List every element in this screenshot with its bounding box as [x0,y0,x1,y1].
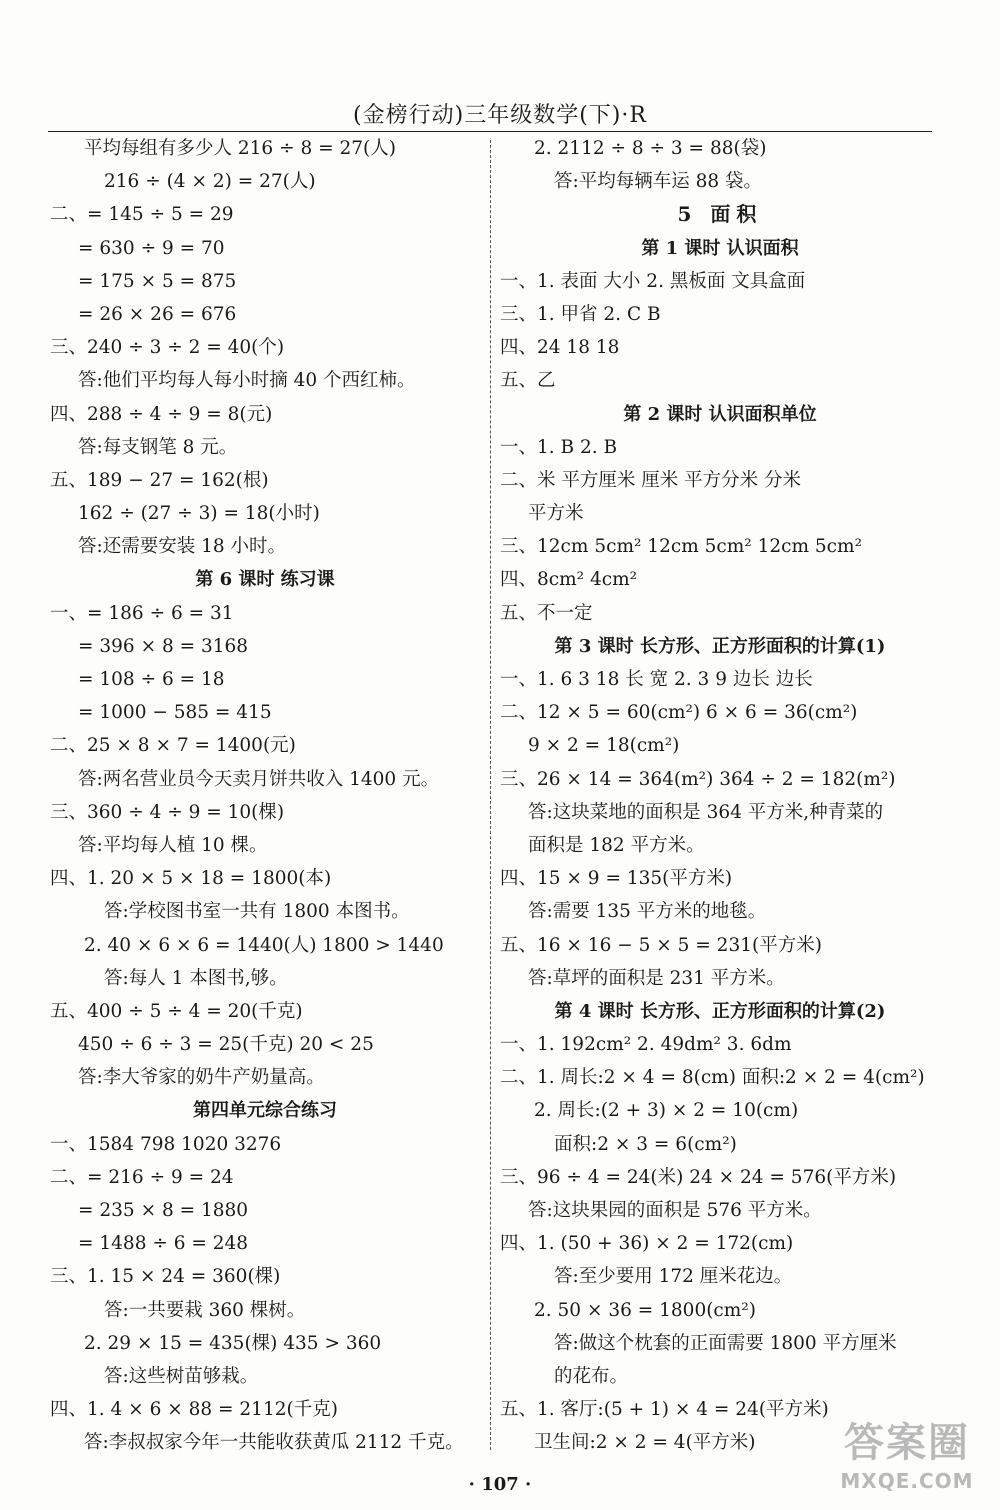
section-heading: 第 4 课时 长方形、正方形面积的计算(2) [554,1000,886,1022]
answer-line: 答:平均每辆车运 88 袋。 [554,171,763,193]
answer-line: 三、1. 15 × 24 = 360(棵) [50,1266,281,1288]
answer-line: 三、96 ÷ 4 = 24(米) 24 × 24 = 576(平方米) [500,1166,897,1188]
answer-line: 平均每组有多少人 216 ÷ 8 = 27(人) [84,138,396,159]
section-heading: 第 3 课时 长方形、正方形面积的计算(1) [554,635,886,657]
answer-line: 的花布。 [554,1365,629,1387]
answer-line: 答:至少要用 172 厘米花边。 [554,1266,793,1288]
section-heading: 第 2 课时 认识面积单位 [623,403,817,425]
answer-line: 二、米 平方厘米 厘米 平方分米 分米 [500,469,802,491]
answer-line: 四、1. 4 × 6 × 88 = 2112(千克) [50,1399,338,1421]
answer-line: 一、= 186 ÷ 6 = 31 [50,602,234,624]
answer-line: 三、240 ÷ 3 ÷ 2 = 40(个) [50,337,285,359]
answer-line: = 235 × 8 = 1880 [78,1200,249,1221]
section-heading: 5 面积 [677,202,763,227]
answer-line: 450 ÷ 6 ÷ 3 = 25(千克) 20 < 25 [78,1034,374,1056]
watermark-logo: 答案圈 [844,1420,970,1466]
answer-line: 面积是 182 平方米。 [528,834,705,856]
answer-line: = 396 × 8 = 3168 [78,635,249,657]
answer-line: 答:李大爷家的奶牛产奶量高。 [78,1067,325,1089]
section-heading: 第 1 课时 认识面积 [641,237,799,259]
answer-line: 三、360 ÷ 4 ÷ 9 = 10(棵) [50,801,285,823]
answer-line: 答:学校图书室一共有 1800 本图书。 [104,901,410,923]
left-column [50,132,480,1460]
answer-line: 答:这块果园的面积是 576 平方米。 [528,1200,822,1221]
answer-line: 五、400 ÷ 5 ÷ 4 = 20(千克) [50,1000,303,1022]
answer-line: 五、16 × 16 − 5 × 5 = 231(平方米) [500,934,822,956]
answer-line: 答:他们平均每人每小时摘 40 个西红柿。 [78,370,416,392]
answer-line: 9 × 2 = 18(cm²) [528,735,680,757]
answer-line: 2. 2112 ÷ 8 ÷ 3 = 88(袋) [534,138,767,159]
answer-line: 五、189 − 27 = 162(根) [50,469,269,491]
answer-line: 答:做这个枕套的正面需要 1800 平方厘米 [554,1332,897,1354]
answer-line: = 1488 ÷ 6 = 248 [78,1233,249,1255]
answer-line: 答:每人 1 本图书,够。 [104,967,288,989]
answer-line: = 1000 − 585 = 415 [78,702,272,724]
answer-line: 二、25 × 8 × 7 = 1400(元) [50,735,296,757]
answer-line: = 26 × 26 = 676 [78,303,237,325]
answer-line: 四、288 ÷ 4 ÷ 9 = 8(元) [50,403,273,425]
answer-line: 二、12 × 5 = 60(cm²) 6 × 6 = 36(cm²) [500,702,858,724]
section-heading: 第 6 课时 练习课 [195,569,335,591]
answer-line: 卫生间:2 × 2 = 4(平方米) [534,1432,756,1454]
answer-line: = 108 ÷ 6 = 18 [78,669,225,690]
answer-line: 四、1. 20 × 5 × 18 = 1800(本) [50,868,332,890]
right-column [500,132,940,1460]
answer-line: 一、1. 192cm² 2. 49dm² 3. 6dm [500,1034,792,1056]
answer-line: = 175 × 5 = 875 [78,270,237,292]
answer-line: 五、乙 [500,370,556,392]
watermark-url: MXQE.COM [840,1469,974,1493]
answer-line: 答:李叔叔家今年一共能收获黄瓜 2112 千克。 [84,1432,464,1454]
answer-line: 面积:2 × 3 = 6(cm²) [554,1133,737,1155]
answer-line: 二、1. 周长:2 × 4 = 8(cm) 面积:2 × 2 = 4(cm²) [500,1067,925,1089]
section-heading: 第四单元综合练习 [193,1100,337,1122]
answer-line: 2. 40 × 6 × 6 = 1440(人) 1800 > 1440 [84,934,444,956]
answer-line: 三、12cm 5cm² 12cm 5cm² 12cm 5cm² [500,536,863,558]
answer-line: 2. 周长:(2 + 3) × 2 = 10(cm) [534,1100,799,1122]
page-number: · 107 · [468,1474,532,1495]
watermark [822,1418,992,1500]
answer-line: 答:每支钢笔 8 元。 [78,436,238,458]
answer-line: 答:还需要安装 18 小时。 [78,536,287,558]
answer-line: 162 ÷ (27 ÷ 3) = 18(小时) [78,503,320,525]
answer-line: 四、8cm² 4cm² [500,569,638,591]
answer-line: 五、1. 客厅:(5 + 1) × 4 = 24(平方米) [500,1399,829,1421]
answer-line: 答:这块菜地的面积是 364 平方米,种青菜的 [528,801,884,823]
answer-line: 2. 29 × 15 = 435(棵) 435 > 360 [84,1332,382,1354]
answer-line: 一、1584 798 1020 3276 [50,1133,282,1155]
answer-line: 三、26 × 14 = 364(m²) 364 ÷ 2 = 182(m²) [500,768,896,790]
answer-line: 216 ÷ (4 × 2) = 27(人) [104,171,316,193]
answer-line: 答:一共要栽 360 棵树。 [104,1299,306,1321]
column-divider [490,140,491,1450]
answer-line: 答:两名营业员今天卖月饼共收入 1400 元。 [78,768,440,790]
answer-line: 一、1. 表面 大小 2. 黑板面 文具盒面 [500,270,806,292]
answer-line: 答:这些树苗够栽。 [104,1365,259,1387]
answer-line: 四、1. (50 + 36) × 2 = 172(cm) [500,1233,794,1255]
answer-line: 一、1. B 2. B [500,436,618,458]
answer-line: 答:需要 135 平方米的地毯。 [528,901,767,923]
answer-line: 四、24 18 18 [500,337,620,359]
answer-line: = 630 ÷ 9 = 70 [78,237,225,259]
answer-line: 五、不一定 [500,602,593,624]
answer-line: 答:平均每人植 10 棵。 [78,834,268,856]
answer-line: 三、1. 甲省 2. C B [500,303,661,325]
answer-line: 二、= 216 ÷ 9 = 24 [50,1166,234,1188]
answer-line: 答:草坪的面积是 231 平方米。 [528,967,785,989]
answer-line: 平方米 [528,503,584,525]
answer-line: 二、= 145 ÷ 5 = 29 [50,204,234,226]
answer-line: 2. 50 × 36 = 1800(cm²) [534,1299,756,1321]
answer-line: 四、15 × 9 = 135(平方米) [500,868,733,890]
answer-line: 一、1. 6 3 18 长 宽 2. 3 9 边长 边长 [500,669,813,690]
page-header-title: (金榜行动)三年级数学(下)·R [353,103,647,128]
